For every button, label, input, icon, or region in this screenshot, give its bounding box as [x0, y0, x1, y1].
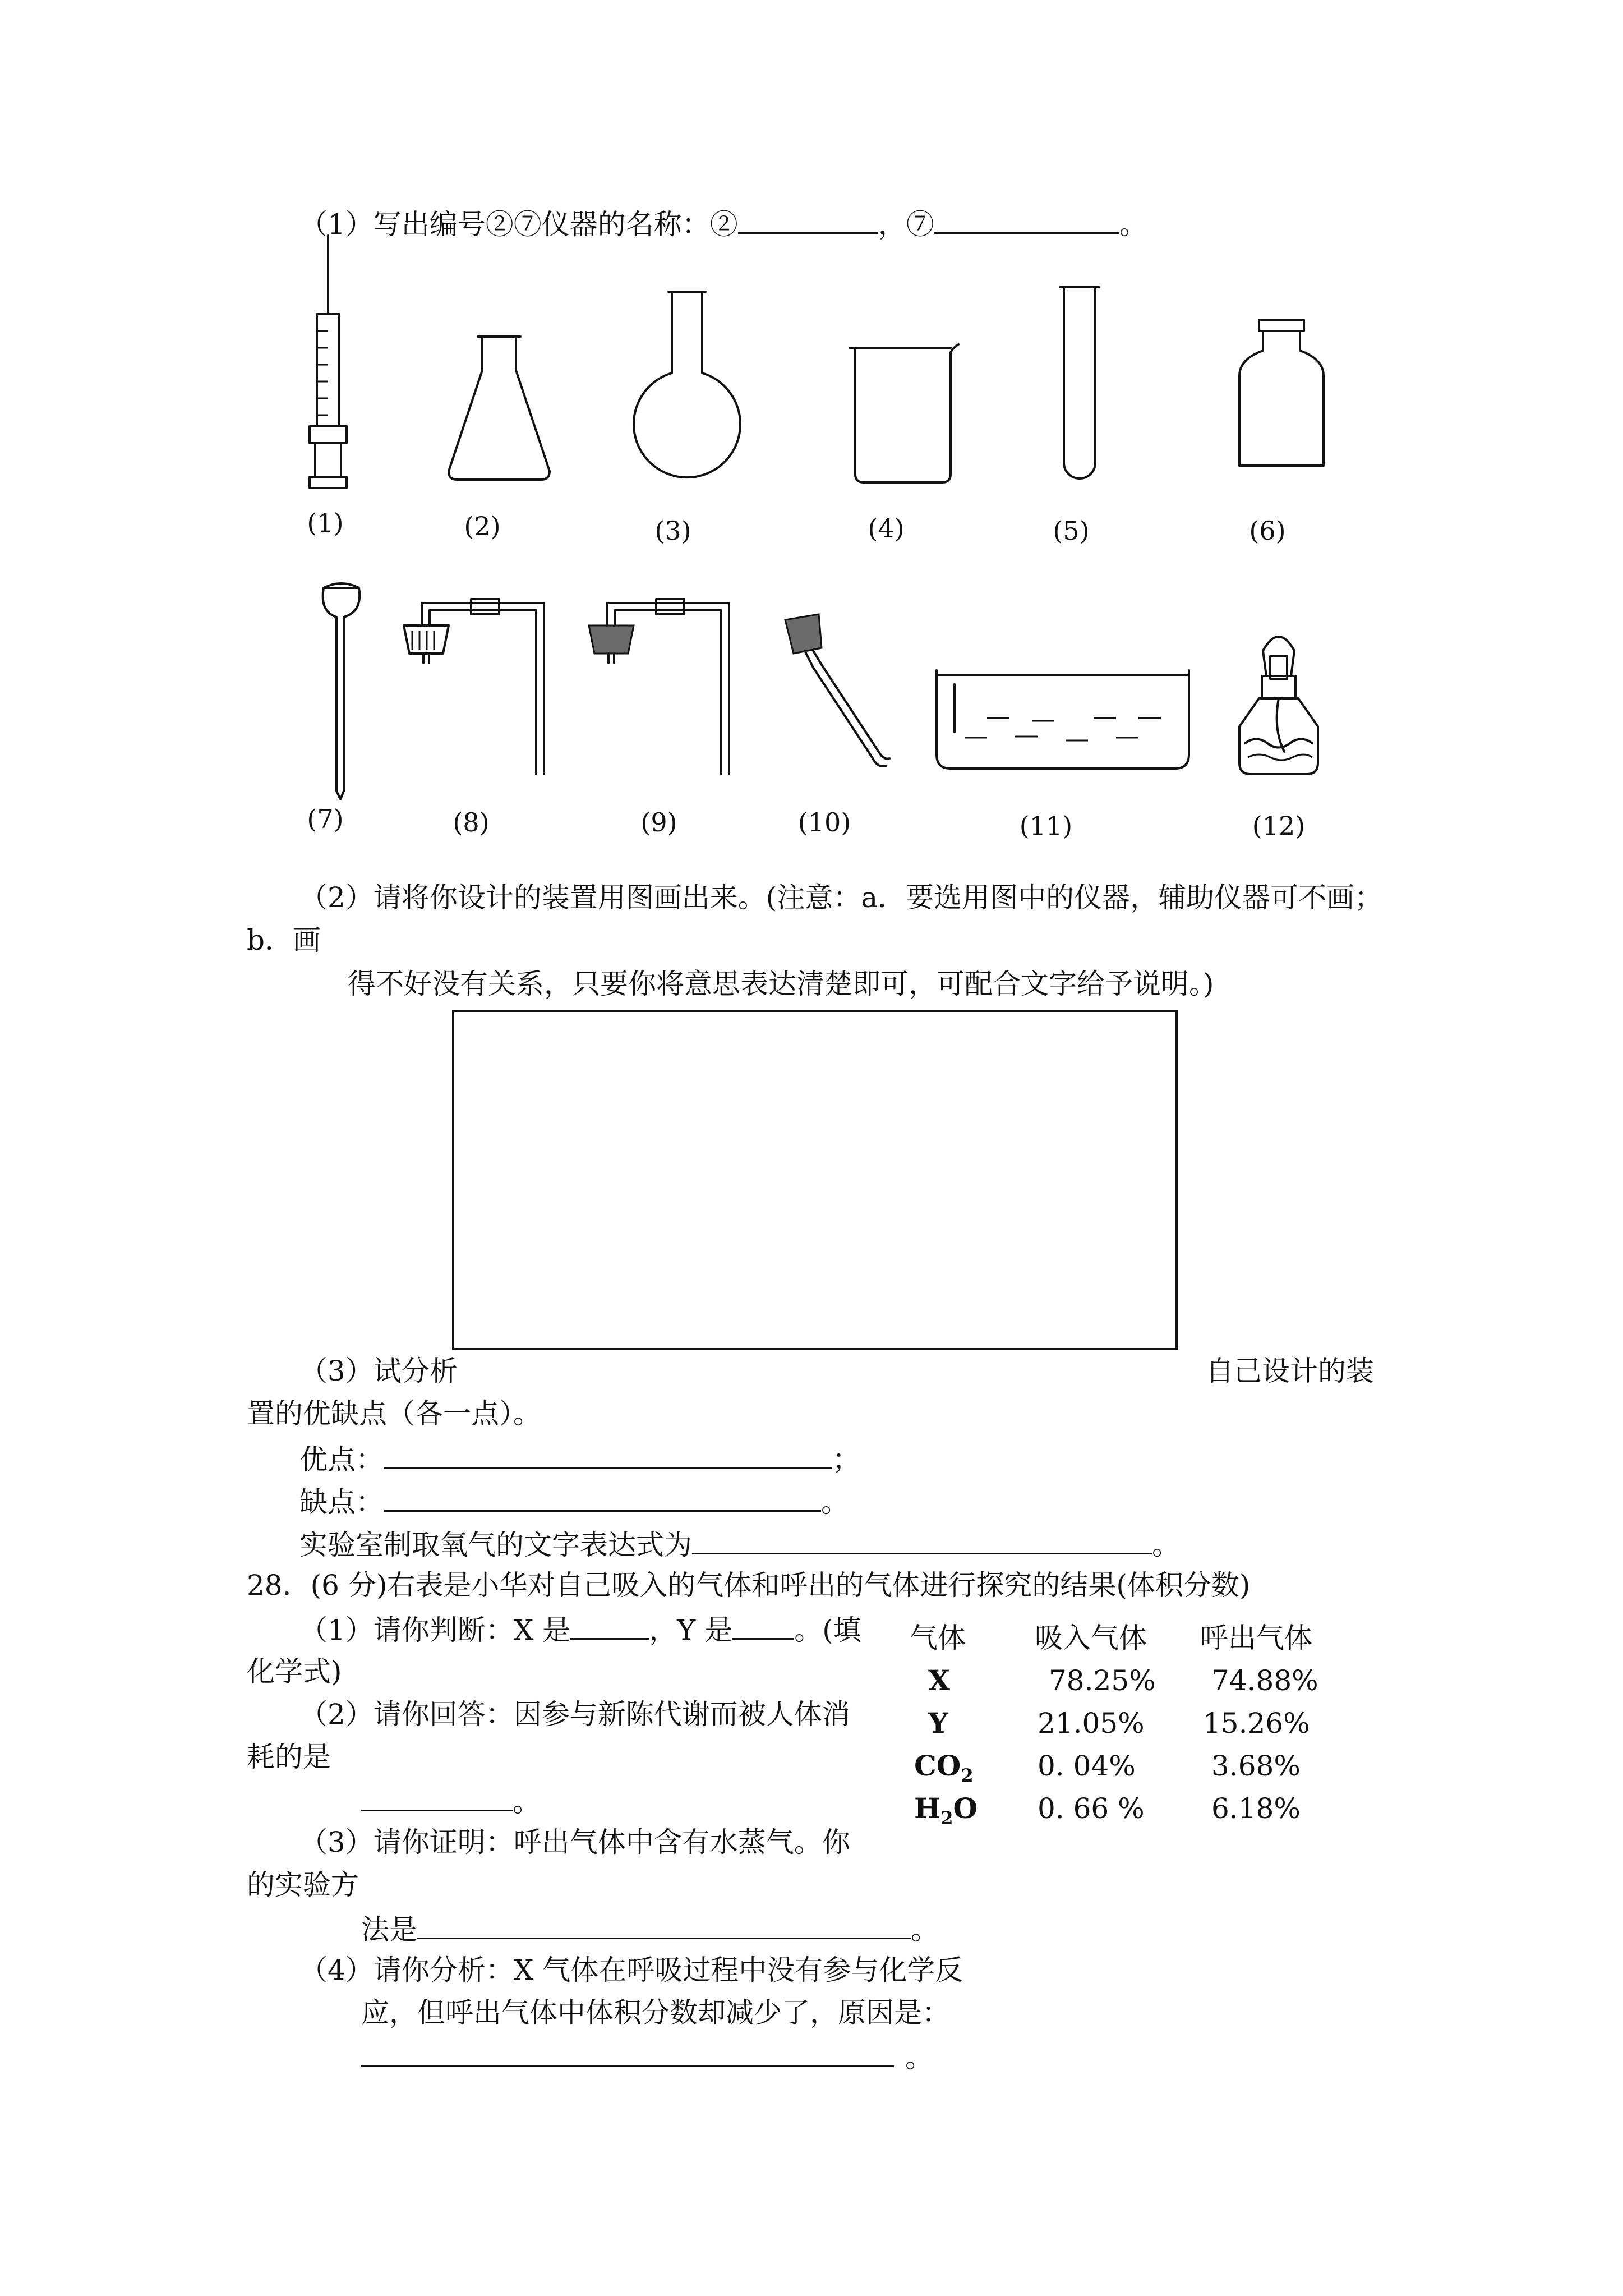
q28-p2b: 耗的是: [247, 1741, 331, 1773]
reagent-bottle-illustration: [1228, 314, 1335, 477]
label-10: (10): [797, 807, 851, 838]
table-row-co2-inhaled: 0. 04%: [1038, 1750, 1136, 1782]
table-row-y-exhaled: 15.26%: [1203, 1707, 1310, 1740]
stopper-tube-8-illustration: [398, 595, 566, 785]
cons-end: 。: [821, 1486, 849, 1519]
table-row-co2-gas: [914, 1749, 974, 1792]
table-header-inhaled: 吸入气体: [1035, 1622, 1147, 1654]
alcohol-lamp-illustration: [1228, 623, 1329, 785]
round-bottom-flask-illustration: [623, 286, 751, 494]
x-blank[interactable]: [570, 1611, 649, 1640]
q1-blank-2[interactable]: [738, 205, 878, 234]
consumed-gas-blank[interactable]: [361, 1783, 513, 1811]
thistle-funnel-illustration: [311, 578, 373, 802]
table-row-x-inhaled: 78.25%: [1049, 1664, 1156, 1697]
y-blank[interactable]: [732, 1611, 794, 1640]
q28-p2c-line: [361, 1783, 541, 1819]
q28-p4c-line: [361, 2039, 933, 2074]
pros-blank[interactable]: [384, 1441, 832, 1469]
beaker-illustration: [844, 337, 962, 488]
q3-prefix: （3）试分析: [299, 1355, 458, 1387]
table-row-y-gas: Y: [928, 1706, 948, 1740]
table-row-x-gas: X: [928, 1664, 950, 1697]
h2o-sub: 2: [940, 1807, 953, 1829]
co2-sub: 2: [961, 1765, 974, 1786]
reason-blank[interactable]: [361, 2039, 894, 2067]
equation-blank[interactable]: [692, 1526, 1152, 1554]
q28-p4c: 。: [905, 2041, 933, 2074]
pros-end: ；: [832, 1443, 860, 1476]
label-5: (5): [1053, 516, 1090, 546]
table-row-x-exhaled: 74.88%: [1211, 1664, 1318, 1697]
q28-p3a: （3）请你证明：呼出气体中含有水蒸气。你: [299, 1826, 850, 1858]
conical-flask-illustration: [443, 331, 555, 488]
cons-label: 缺点：: [299, 1486, 384, 1519]
label-2: (2): [464, 511, 501, 541]
table-header-exhaled: 呼出气体: [1200, 1622, 1312, 1654]
q1-sep: ，⑦: [878, 208, 934, 241]
q28-p2a: （2）请你回答：因参与新陈代谢而被人体消: [299, 1698, 850, 1731]
label-3: (3): [654, 516, 691, 546]
q28-p4b: 应，但呼出气体中体积分数却减少了，原因是：: [361, 1996, 950, 2029]
label-7: (7): [307, 804, 344, 834]
drawing-box[interactable]: [452, 1010, 1178, 1350]
q3-cons: [299, 1483, 849, 1519]
q2-line3: 得不好没有关系，只要你将意思表达清楚即可，可配合文字给予说明。): [348, 968, 1214, 1000]
q28-p3b: 的实验方: [247, 1869, 359, 1901]
table-row-h2o-gas: [914, 1792, 978, 1835]
q28-p3c-line: [361, 1911, 939, 1947]
q28-p1-line: [299, 1611, 861, 1647]
q28-p1a: （1）请你判断：X 是: [299, 1614, 571, 1646]
q28-p1b: ，Y 是: [649, 1614, 733, 1646]
equation-end: 。: [1152, 1529, 1180, 1561]
q1-blank-7[interactable]: [934, 205, 1119, 234]
q3-line2: 置的优缺点（各一点）。: [247, 1397, 541, 1430]
stopper-tube-9-illustration: [583, 595, 751, 785]
label-8: (8): [453, 807, 490, 838]
table-header-gas: 气体: [910, 1622, 966, 1654]
q1-line: [299, 205, 1147, 241]
cons-blank[interactable]: [384, 1483, 821, 1512]
syringe-illustration: [303, 230, 353, 494]
label-4: (4): [868, 513, 905, 544]
q28-p3d: 。: [911, 1913, 939, 1946]
q28-p1c: 。(填: [794, 1614, 861, 1646]
method-blank[interactable]: [417, 1911, 911, 1939]
q1-end: 。: [1119, 208, 1147, 241]
label-11: (11): [1019, 811, 1073, 841]
table-row-h2o-inhaled: 0. 66 %: [1038, 1792, 1145, 1825]
q28-p2c: 。: [513, 1786, 541, 1818]
table-row-y-inhaled: 21.05%: [1038, 1707, 1145, 1740]
q3-suffix: 自己设计的装: [1206, 1355, 1374, 1387]
table-row-co2-exhaled: 3.68%: [1211, 1750, 1301, 1782]
q2-line2: b．画: [247, 924, 321, 956]
q2-line1: （2）请将你设计的装置用图画出来。(注意：a．要选用图中的仪器，辅助仪器可不画；: [299, 881, 1383, 914]
h2o-main: H: [914, 1792, 941, 1825]
pros-label: 优点：: [299, 1443, 384, 1476]
q28-title: 28．(6 分)右表是小华对自己吸入的气体和呼出的气体进行探究的结果(体积分数): [247, 1569, 1251, 1602]
label-12: (12): [1252, 811, 1306, 841]
co2-main: CO: [914, 1749, 961, 1782]
q28-p1d: 化学式): [247, 1655, 342, 1688]
label-6: (6): [1249, 516, 1286, 546]
label-1: (1): [307, 508, 344, 538]
q28-p4a: （4）请你分析：X 气体在呼吸过程中没有参与化学反: [299, 1954, 963, 1986]
q28-p3c: 法是: [361, 1913, 417, 1946]
test-tube-illustration: [1052, 280, 1108, 488]
table-row-h2o-exhaled: 6.18%: [1211, 1792, 1301, 1825]
equation-line: [299, 1526, 1180, 1562]
label-9: (9): [640, 807, 677, 838]
water-trough-illustration: [931, 665, 1195, 777]
q3-pros: [299, 1441, 860, 1476]
stopper-bent-tube-10-illustration: [774, 606, 897, 780]
q1-text: （1）写出编号②⑦仪器的名称：②: [299, 208, 738, 241]
h2o-tail: O: [953, 1792, 978, 1825]
equation-label: 实验室制取氧气的文字表达式为: [299, 1529, 692, 1561]
